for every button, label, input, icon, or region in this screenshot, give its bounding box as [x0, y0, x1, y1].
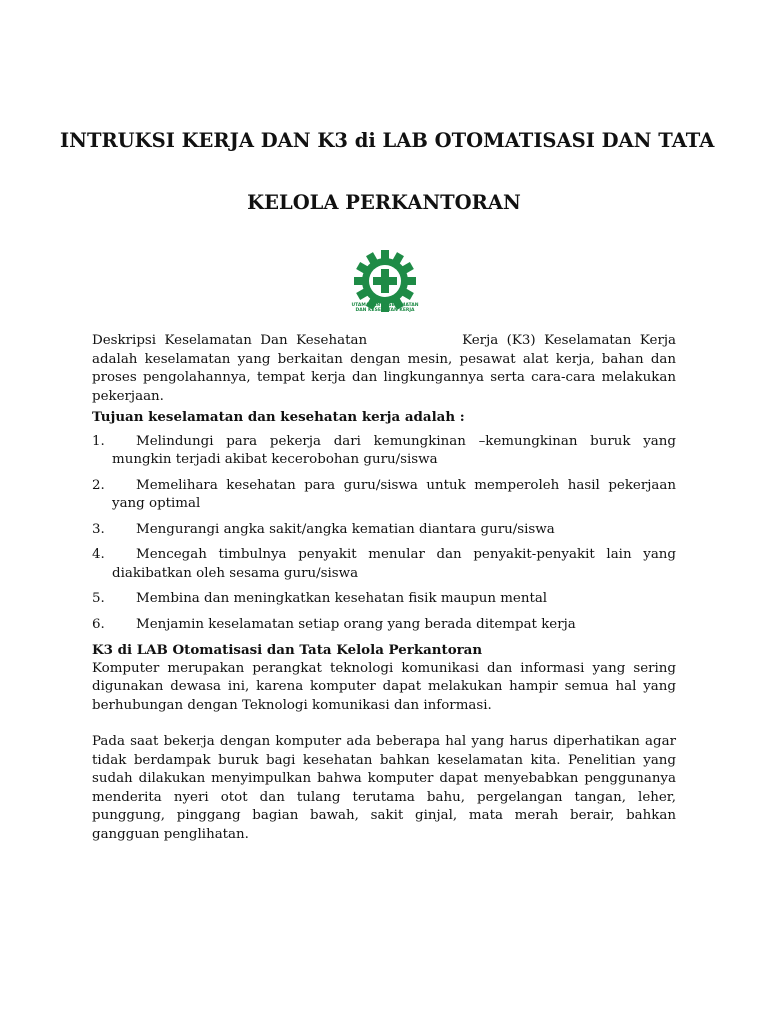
- logo-caption-line-1: UTAMAKAN KESELAMATAN: [351, 303, 419, 308]
- list-item: [92, 590, 676, 609]
- list-item-number: 5.: [92, 591, 105, 606]
- list-item-text: Memelihara kesehatan para guru/siswa untuk memperoleh hasil pekerjaan yang optimal: [112, 477, 676, 511]
- list-item: [92, 433, 676, 470]
- list-item: [92, 616, 676, 635]
- paragraph-2: Pada saat bekerja dengan komputer ada beberapa hal yang harus diperhatikan agar tidak berdampak buruk bagi kesehatan bahkan keselamatan kita. Penelitian yang sudah dilakukan menyimpulkan bahwa komputer dapat menyebabkan penggunanya menderita nyeri otot dan tulang terutama bahu, pergelangan tangan, leher, punggung, pinggang bagian bawah, sakit ginjal, mata merah berair, bahkan gangguan penglihatan.: [92, 734, 676, 842]
- logo-caption: [320, 303, 450, 313]
- list-item-text: Melindungi para pekerja dari kemungkinan –kemungkinan buruk yang mungkin terjadi akibat kecerobohan guru/siswa: [112, 433, 676, 467]
- section-heading: K3 di LAB Otomatisasi dan Tata Kelola Perkantoran: [92, 642, 483, 658]
- paragraph-1: Komputer merupakan perangkat teknologi komunikasi dan informasi yang sering digunakan dewasa ini, karena komputer dapat melakukan hampir semua hal yang berhubungan dengan Teknologi komunikasi dan informasi.: [92, 660, 676, 713]
- list-item: [92, 477, 676, 514]
- list-item-number: 6.: [92, 616, 105, 632]
- list-item-text: Mengurangi angka sakit/angka kematian diantara guru/siswa: [136, 521, 555, 537]
- list-item-number: 2.: [92, 477, 105, 493]
- objectives-list: [92, 433, 676, 635]
- list-item-text: Menjamin keselamatan setiap orang yang berada ditempat kerja: [136, 616, 576, 632]
- intro-text-part-2: Kerja (K3) Keselamatan Kerja adalah keselamatan yang berkaitan dengan mesin, pesawat alat kerja, bahan dan proses pengolahannya, tempat kerja dan lingkungannya serta cara-cara melakukan pekerjaan.: [92, 333, 676, 404]
- document-title-line-1: INTRUKSI KERJA DAN K3 di LAB OTOMATISASI DAN TATA: [60, 129, 715, 152]
- intro-paragraph: [92, 332, 676, 406]
- list-item-text: Membina dan meningkatkan kesehatan fisik maupun mental: [136, 591, 548, 606]
- logo-caption-line-2: DAN KESEHATAN KERJA: [355, 308, 415, 313]
- list-item-text: Mencegah timbulnya penyakit menular dan penyakit-penyakit lain yang diakibatkan oleh sesama guru/siswa: [112, 547, 676, 581]
- list-item-number: 3.: [92, 521, 105, 537]
- document-title-line-2: KELOLA PERKANTORAN: [247, 191, 521, 214]
- list-item-number: 1.: [92, 433, 105, 449]
- objectives-heading: Tujuan keselamatan dan kesehatan kerja adalah :: [92, 409, 465, 425]
- intro-text-part-1: Deskripsi Keselamatan Dan Kesehatan: [92, 333, 368, 348]
- document-body: [92, 332, 676, 844]
- list-item-number: 4.: [92, 547, 105, 562]
- list-item: [92, 546, 676, 583]
- list-item: [92, 521, 676, 540]
